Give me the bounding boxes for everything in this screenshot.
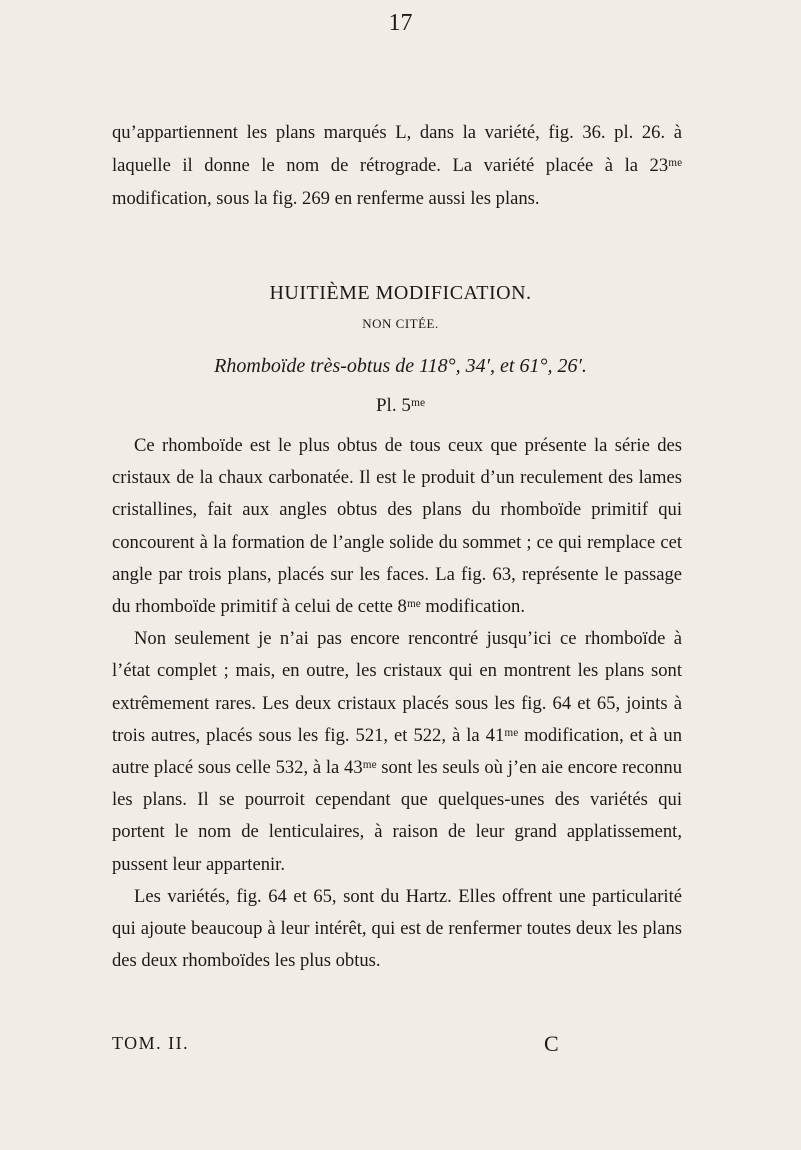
section-title: HUITIÈME MODIFICATION. [269, 282, 532, 304]
plate-reference: Pl. 5ᵐᵉ [375, 395, 425, 416]
paragraph: Non seulement je n’ai pas encore rencontré jusqu’ici ce rhomboïde à l’état complet ; mais, en outre, les cristaux qui en montrent les plans sont extrêmement rares. Les deux cristaux placés sous les fig. 64 et 65, joints à trois autres, placés sous les fig. 521, et 522, à la 41ᵐᵉ modification, et à un autre placé sous celle 532, à la 43ᵐᵉ sont les seuls où j’en aie encore reconnu les plans. Il se pourroit cependant que quelques-unes des variétés qui portent le nom de lenticulaires, à raison de leur grand applatissement, pussent leur appartenir. [112, 628, 682, 875]
body-text [112, 430, 682, 977]
section-subtitle: NON CITÉE. [362, 316, 439, 331]
intro-paragraph: qu’appartiennent les plans marqués L, dans la variété, fig. 36. pl. 26. à laquelle il donne le nom de rétrograde. La variété placée à la 23ᵐᵉ modification, sous la fig. 269 en renferme aussi les plans. [112, 122, 682, 209]
formula-text: Rhomboïde très-obtus de 118°, 34′, et 61°, 26′. [214, 355, 587, 377]
page-number: 17 [388, 10, 413, 36]
paragraph: Les variétés, fig. 64 et 65, sont du Hartz. Elles offrent une particularité qui ajoute beaucoup à leur intérêt, qui est de renfermer toutes deux les plans des deux rhomboïdes les plus obtus. [112, 885, 682, 972]
volume-label: TOM. II. [112, 1033, 190, 1053]
section-formula [0, 355, 801, 378]
signature-mark: C [544, 1031, 559, 1056]
paragraph: Ce rhomboïde est le plus obtus de tous ceux que présente la série des cristaux de la chaux carbonatée. Il est le produit d’un reculement des lames cristallines, fait aux angles obtus des plans du rhomboïde primitif qui concourent à la formation de l’angle solide du sommet ; ce qui remplace cet angle par trois plans, placés sur les faces. La fig. 63, représente le passage du rhomboïde primitif à celui de cette 8ᵐᵉ modification. [112, 435, 682, 618]
